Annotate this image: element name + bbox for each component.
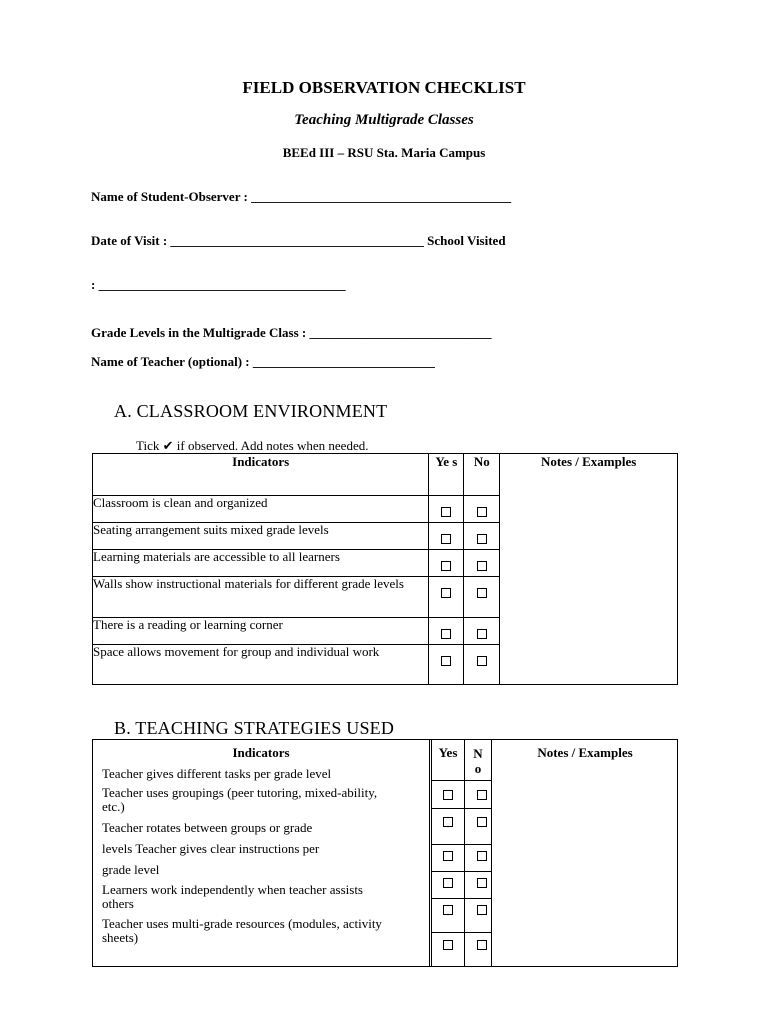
no-checkbox[interactable] <box>477 534 487 544</box>
no-checkbox[interactable] <box>477 790 487 800</box>
row-divider <box>431 898 491 899</box>
yes-header: Yes <box>438 745 458 760</box>
teacher-name-field: Name of Teacher (optional) : ____________________________ <box>91 354 435 369</box>
indicator-text: levels Teacher gives clear instructions per <box>102 841 320 856</box>
yes-checkbox[interactable] <box>443 878 453 888</box>
indicator-text: Classroom is clean and organized <box>93 496 429 523</box>
tick-instruction: Tick ✔ if observed. Add notes when needed. <box>136 438 369 453</box>
indicator-text: grade level <box>102 862 160 877</box>
no-checkbox[interactable] <box>477 851 487 861</box>
no-checkbox[interactable] <box>477 940 487 950</box>
indicators-header: Indicators <box>232 745 290 760</box>
indicator-text: Seating arrangement suits mixed grade levels <box>93 523 429 550</box>
school-visited-field: : ______________________________________ <box>91 277 346 292</box>
no-checkbox[interactable] <box>477 588 487 598</box>
table-header-row <box>93 454 678 496</box>
indicator-text: Teacher rotates between groups or grade <box>102 820 313 835</box>
teaching-strategies-table <box>92 739 678 967</box>
yes-checkbox[interactable] <box>441 534 451 544</box>
student-observer-field: Name of Student-Observer : ________________________________________ <box>91 189 512 204</box>
indicator-text: Teacher gives different tasks per grade level <box>102 766 332 781</box>
classroom-environment-table <box>92 453 678 685</box>
indicator-text: There is a reading or learning corner <box>93 618 429 645</box>
no-checkbox[interactable] <box>477 656 487 666</box>
yes-checkbox[interactable] <box>441 561 451 571</box>
indicator-text: Walls show instructional materials for different grade levels <box>93 577 429 618</box>
yes-header: Ye s <box>429 454 464 496</box>
indicator-text: Teacher uses multi-grade resources (modules, activity sheets) <box>102 916 382 945</box>
yes-checkbox[interactable] <box>441 656 451 666</box>
no-checkbox[interactable] <box>477 817 487 827</box>
notes-header: Notes / Examples <box>500 454 678 685</box>
row-divider <box>431 871 491 872</box>
indicator-text: Learning materials are accessible to all learners <box>93 550 429 577</box>
indicator-text: Learners work independently when teacher assists others <box>102 882 363 911</box>
notes-header: Notes / Examples <box>537 745 633 760</box>
row-divider <box>431 844 491 845</box>
row-divider <box>431 932 491 933</box>
document-title: FIELD OBSERVATION CHECKLIST <box>242 78 526 97</box>
document-subtitle: Teaching Multigrade Classes <box>294 112 474 128</box>
row-divider <box>431 780 491 781</box>
yes-checkbox[interactable] <box>441 629 451 639</box>
no-checkbox[interactable] <box>477 878 487 888</box>
section-b-heading: B. TEACHING STRATEGIES USED <box>114 718 395 738</box>
column-divider <box>429 740 430 967</box>
yes-checkbox[interactable] <box>443 940 453 950</box>
grade-levels-field: Grade Levels in the Multigrade Class : ____________________________ <box>91 325 492 340</box>
no-header: No <box>464 454 500 496</box>
row-divider <box>431 808 491 809</box>
indicator-text: Space allows movement for group and individual work <box>93 645 429 685</box>
yes-checkbox[interactable] <box>443 790 453 800</box>
yes-checkbox[interactable] <box>441 588 451 598</box>
no-checkbox[interactable] <box>477 905 487 915</box>
no-checkbox[interactable] <box>477 561 487 571</box>
no-header: N o <box>473 746 483 776</box>
yes-checkbox[interactable] <box>443 851 453 861</box>
no-checkbox[interactable] <box>477 507 487 517</box>
yes-checkbox[interactable] <box>443 817 453 827</box>
date-of-visit-field: Date of Visit : _______________________________________ School Visited <box>91 233 506 248</box>
column-divider <box>491 740 492 967</box>
indicator-text: Teacher uses groupings (peer tutoring, mixed-ability, etc.) <box>102 785 378 814</box>
yes-checkbox[interactable] <box>443 905 453 915</box>
yes-checkbox[interactable] <box>441 507 451 517</box>
no-checkbox[interactable] <box>477 629 487 639</box>
campus-line: BEEd III – RSU Sta. Maria Campus <box>282 145 486 160</box>
indicators-header: Indicators <box>93 454 429 496</box>
section-a-heading: A. CLASSROOM ENVIRONMENT <box>114 401 388 421</box>
